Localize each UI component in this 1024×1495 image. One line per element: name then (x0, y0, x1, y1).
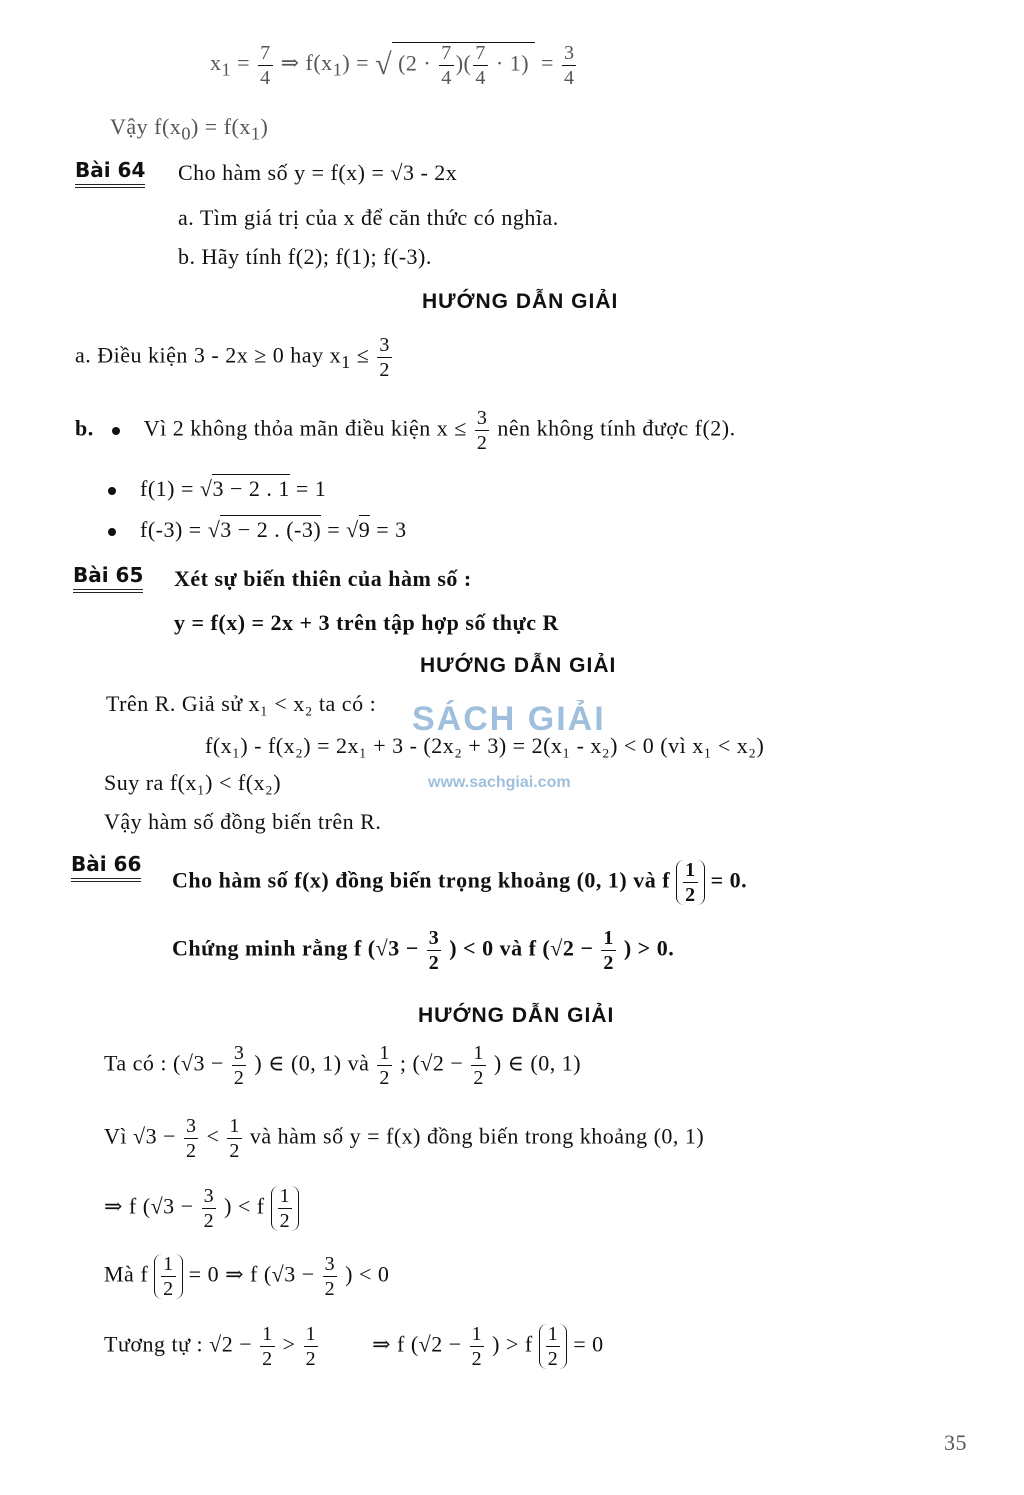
solution-64-a: a. Điều kiện 3 - 2x ≥ 0 hay $x_1$ ≤ $\frac{3}{2}$ (75, 334, 390, 381)
exercise-66-prove: Chứng minh rằng f (√3 − $\frac{3}{2}$ ) < 0 và f (√2 − $\frac{1}{2}$ ) > 0. (172, 927, 675, 974)
bullet (112, 427, 120, 435)
watermark-logo: SÁCH GIẢI (412, 700, 606, 738)
exercise-65-function: y = f(x) = 2x + 3 trên tập hợp số thực R (174, 610, 559, 635)
top-x1-line: $x_1$ = $\frac{7}{4}$ ⇒ $f(x_1)$ = √ (2 · $\frac{7}{4}$ )( $\frac{7}{4}$ · 1) = $\frac{3}{4}$ (210, 41, 575, 89)
solution-66-line5: Tương tự : √2 − $\frac{1}{2}$ > $\frac{1}{2}$ ⇒ f (√2 − $\frac{1}{2}$ ) > f $\frac{1}{2}$ = 0 (104, 1323, 604, 1370)
exercise-label-66: Bài 66 (71, 852, 141, 882)
solution-65-line4: Vậy hàm số đồng biến trên R. (104, 809, 382, 834)
solution-66-line2: Vì √3 − $\frac{3}{2}$ < $\frac{1}{2}$ và hàm số y = f(x) đồng biến trong khoảng (0, 1) (104, 1115, 705, 1162)
exercise-65-statement: Xét sự biến thiên của hàm số : (174, 566, 472, 591)
bullet (108, 528, 116, 536)
solution-66-line3: ⇒ f (√3 − $\frac{3}{2}$ ) < f $\frac{1}{2}$ (104, 1186, 299, 1231)
exercise-label-65: Bài 65 (73, 563, 143, 593)
solution-66-line4: Mà f $\frac{1}{2}$ = 0 ⇒ f (√3 − $\frac{3}{2}$ ) < 0 (104, 1253, 390, 1300)
solution-heading-65: HƯỚNG DẪN GIẢI (420, 654, 617, 677)
solution-64-b2: f(1) = √3 − 2 . 1 = 1 (108, 476, 326, 502)
solution-64-b3: f(-3) = √3 − 2 . (-3) = √9 = 3 (108, 517, 407, 543)
page-number: 35 (944, 1430, 967, 1455)
solution-65-line1: Trên R. Giả sử x₁ < x₂ ta có : (106, 691, 377, 716)
radical: (2 · $\frac{7}{4}$ )( $\frac{7}{4}$ · 1) (392, 42, 535, 88)
top-conclusion: Vậy $f(x_0) = f(x_1)$ (110, 114, 269, 144)
exercise-64-part-b: b. Hãy tính f(2); f(1); f(-3). (178, 244, 432, 269)
solution-66-line1: Ta có : (√3 − $\frac{3}{2}$ ) ∈ (0, 1) và $\frac{1}{2}$ ; (√2 − $\frac{1}{2}$ ) ∈ (0, 1) (104, 1042, 582, 1089)
solution-heading-66: HƯỚNG DẪN GIẢI (418, 1004, 615, 1027)
fraction: $\frac{7}{4}$ (260, 41, 271, 89)
solution-65-line2: f(x₁) - f(x₂) = 2x₁ + 3 - (2x₂ + 3) = 2(x₁ - x₂) < 0 (vì x₁ < x₂) (205, 733, 765, 758)
solution-64-b1: b. Vì 2 không thỏa mãn điều kiện x ≤ $\frac{3}{2}$ nên không tính được f(2). (75, 407, 736, 454)
exercise-66-statement: Cho hàm số f(x) đồng biến trọng khoảng (0, 1) và f $\frac{1}{2}$ = 0. (172, 859, 748, 906)
solution-heading-64: HƯỚNG DẪN GIẢI (422, 290, 619, 313)
exercise-64-part-a: a. Tìm giá trị của x để căn thức có nghĩa. (178, 205, 559, 230)
exercise-label-64: Bài 64 (75, 158, 145, 188)
watermark-url: www.sachgiai.com (428, 774, 571, 791)
exercise-64-statement: Cho hàm số y = f(x) = √3 - 2x (178, 160, 458, 185)
bullet (108, 487, 116, 495)
solution-65-line3: Suy ra f(x₁) < f(x₂) (104, 770, 282, 795)
